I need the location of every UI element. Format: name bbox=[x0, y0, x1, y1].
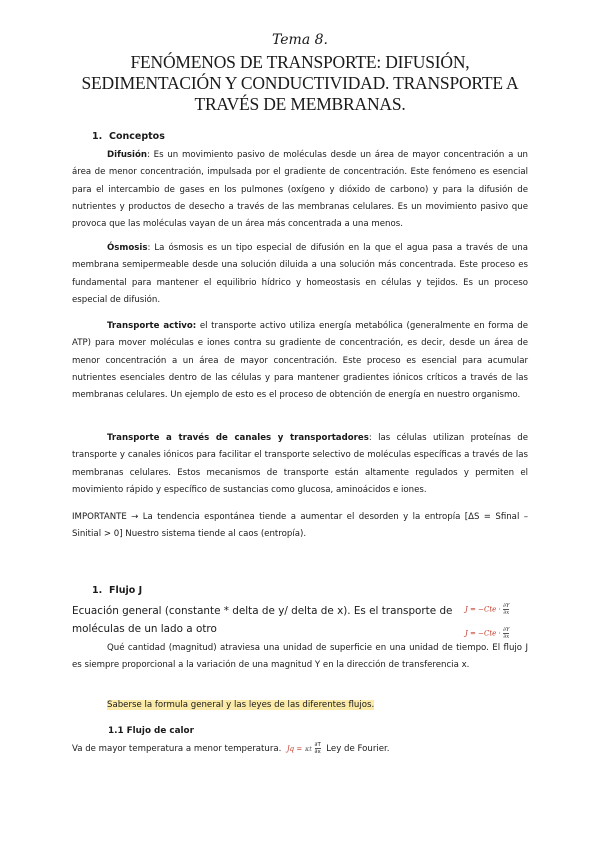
paragraph-text: : La ósmosis es un tipo especial de difusión en la que el agua pasa a través de una membrana semipermeable desde una solución diluida a una solución más concentrada. Este proceso es fundamental para mantener el equilibrio hídrico y homeostasis en células y tejidos. Es un proceso especial de difusión. bbox=[72, 243, 528, 305]
term-difusion: Difusión bbox=[107, 150, 148, 160]
formula-fourier-k: κt bbox=[304, 745, 312, 753]
formula-fourier-lhs: Jq = bbox=[286, 745, 303, 753]
paragraph-canales bbox=[72, 430, 528, 499]
term-canales: Transporte a través de canales y transportadores bbox=[107, 433, 369, 443]
term-osmosis: Ósmosis bbox=[107, 243, 148, 253]
note-saberse bbox=[72, 697, 528, 714]
section-title: Conceptos bbox=[109, 131, 165, 142]
formula-flux-2 bbox=[465, 627, 509, 640]
paragraph-difusion bbox=[72, 147, 528, 233]
paragraph-text: : Es un movimiento pasivo de moléculas desde un área de mayor concentración a un área de menor concentración, impulsada por el gradiente de concentración. Este fenómeno es esencial para el intercambio de gases en los pulmones (oxígeno y dióxido de carbono) y para la difusión de nutrientes y productos de desecho a través de las membranas celulares. Es un movimiento pasivo que provoca que las moléculas vayan de un área más concentrada a una menos. bbox=[72, 150, 528, 230]
formula-lhs: J = −Cte · bbox=[465, 605, 501, 614]
formula-flux-1 bbox=[465, 603, 509, 616]
fourier-law-label: Ley de Fourier. bbox=[326, 744, 390, 754]
paragraph-ecuacion: Ecuación general (constante * delta de y/ delta de x). Es el transporte de moléculas de un lado a otro bbox=[72, 605, 453, 635]
formula-fraction: $\frac{\partial Y}{\partial x}$ bbox=[502, 627, 510, 640]
paragraph-transporte-activo bbox=[72, 318, 528, 404]
subsection-heading-flujo-calor: 1.1 Flujo de calor bbox=[108, 726, 194, 736]
page-title: FENÓMENOS DE TRANSPORTE: DIFUSIÓN, SEDIMENTACIÓN Y CONDUCTIVIDAD. TRANSPORTE A TRAVÉS DE MEMBRANAS. bbox=[81, 52, 519, 114]
formula-fraction: $\frac{\partial Y}{\partial x}$ bbox=[502, 603, 510, 616]
formula-fourier-fraction: $\frac{\partial T}{\partial x}$ bbox=[314, 742, 321, 755]
paragraph-text: : las células utilizan proteínas de transporte y canales iónicos para facilitar el transporte selectivo de moléculas específicas a través de las membranas celulares. Estos mecanismos de transporte están altamente regulados y permiten el movimiento rápido y específico de sustancias como glucosa, aminoácidos e iones. bbox=[72, 433, 528, 495]
term-transporte-activo: Transporte activo: bbox=[107, 321, 197, 331]
topic-number: Tema 8. bbox=[272, 32, 328, 48]
paragraph-importante: IMPORTANTE → La tendencia espontánea tiende a aumentar el desorden y la entropía [ΔS = Sfinal – Sinitial > 0] Nuestro sistema tiende al caos (entropía). bbox=[72, 512, 528, 540]
paragraph-cantidad bbox=[72, 640, 528, 675]
paragraph-osmosis bbox=[72, 240, 528, 309]
formula-lhs: J = −Cte · bbox=[465, 629, 501, 638]
section-heading-conceptos bbox=[92, 131, 165, 142]
section-heading-flujo bbox=[92, 585, 142, 596]
section-number: 1. bbox=[92, 131, 103, 142]
highlighted-note: Saberse la formula general y las leyes de las diferentes flujos. bbox=[107, 700, 375, 710]
fourier-text: Va de mayor temperatura a menor temperatura. bbox=[72, 744, 282, 754]
paragraph-text: el transporte activo utiliza energía metabólica (generalmente en forma de ATP) para mover moléculas e iones contra su gradiente de concentración, es decir, desde un área de menor concentración a un área de mayor concentración. Este proceso es esencial para acumular nutrientes esenciales dentro de las células y para mantener gradientes iónicos críticos a través de las membranas celulares. Un ejemplo de esto es el proceso de obtención de energía en nuestro organismo. bbox=[72, 321, 528, 401]
paragraph-fourier bbox=[72, 742, 390, 755]
paragraph-text: Qué cantidad (magnitud) atraviesa una unidad de superficie en una unidad de tiempo. El flujo J es siempre proporcional a la variación de una magnitud Y en la dirección de transferencia x. bbox=[72, 643, 528, 671]
section-number: 1. bbox=[92, 585, 103, 596]
section-title: Flujo J bbox=[109, 585, 143, 596]
